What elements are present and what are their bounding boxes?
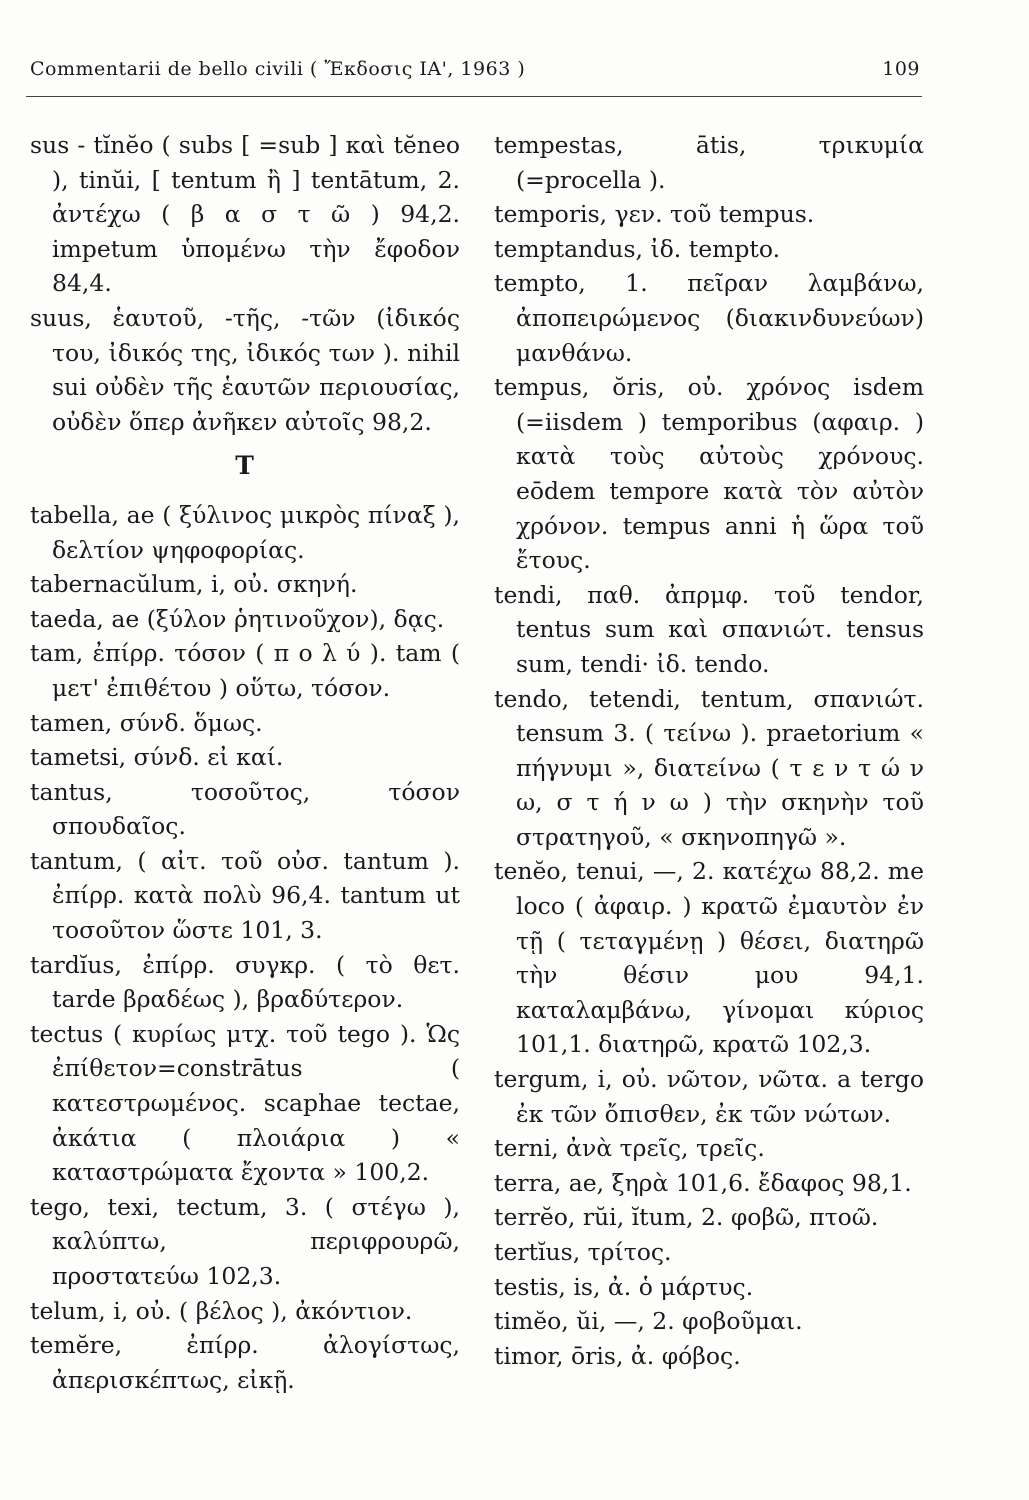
dictionary-entry: tam, ἐπίρρ. τόσον ( π ο λ ύ ). tam ( μετ' ἐπιθέτου ) οὕτω, τόσον. [30,639,460,702]
dictionary-entry: tectus ( κυρίως μτχ. τοῦ tego ). Ὡς ἐπίθετον=constrātus ( κατεστρωμένος. scaphae tectae, ἀκάτια ( πλοιάρια ) « καταστρώματα ἔχοντα » 100,2. [30,1019,460,1187]
dictionary-entry: tendi, παθ. ἀπρμφ. τοῦ tendor, tentus sum καὶ σπανιώτ. tensus sum, tendi· ἰδ. tendo. [494,580,924,678]
dictionary-entry: suus, ἑαυτοῦ, -τῆς, -τῶν (ἰδικός του, ἰδικός της, ἰδικός των ). nihil sui οὐδὲν τῆς ἑαυτῶν περιουσίας, οὐδὲν ὅπερ ἀνῆκεν αὐτοῖς 98,2. [30,303,460,436]
dictionary-entry: temporis, γεν. τοῦ tempus. [494,200,815,229]
dictionary-entry: timĕo, ŭi, —, 2. φοβοῦμαι. [494,1307,803,1336]
dictionary-entry: tametsi, σύνδ. εἰ καί. [30,743,284,772]
dictionary-entry: sus - tĭnĕo ( subs [ =sub ] καὶ tĕneo ), tinŭi, [ tentum ἢ ] tentātum, 2. ἀντέχω ( β α σ τ ῶ ) 94,2. impetum ὑπομένω τὴν ἔφοδον 84,4. [30,131,460,298]
dictionary-entry: temptandus, ἰδ. tempto. [494,234,781,263]
section-letter: T [235,451,255,481]
dictionary-entry: taeda, ae (ξύλον ῥητινοῦχον), δᾳς. [30,604,445,633]
dictionary-entry: tamen, σύνδ. ὅμως. [30,708,263,737]
left-column [30,128,460,1397]
dictionary-entry: temĕre, ἐπίρρ. ἀλογίστως, ἀπερισκέπτως, εἰκῇ. [30,1331,460,1394]
running-title: Commentarii de bello civili ( Ἔκδοσις ΙΑ', 1963 ) [30,58,526,80]
dictionary-entry: testis, is, ἀ. ὁ μάρτυς. [494,1272,754,1301]
dictionary-entry: terni, ἀνὰ τρεῖς, τρεῖς. [494,1134,765,1163]
dictionary-entry: tabernacŭlum, i, οὐ. σκηνή. [30,570,358,599]
dictionary-entry: tantum, ( αἰτ. τοῦ οὐσ. tantum ). ἐπίρρ. κατὰ πολὺ 96,4. tantum ut τοσοῦτον ὥστε 101, 3. [30,846,460,945]
dictionary-entry: timor, ōris, ἀ. φόβος. [494,1341,741,1370]
dictionary-entry: telum, i, οὐ. ( βέλος ), ἀκόντιον. [30,1296,413,1325]
dictionary-entry: tego, texi, tectum, 3. ( στέγω ), καλύπτω, περιφρουρῶ, προστατεύω 102,3. [30,1192,460,1290]
dictionary-entry: tenĕo, tenui, —, 2. κατέχω 88,2. me loco ( ἀφαιρ. ) κρατῶ ἐμαυτὸν ἐν τῇ ( τεταγμένῃ ) θέσει, διατηρῶ τὴν θέσιν μου 94,1. καταλαμβάνω, γίνομαι κύριος 101,1. διατηρῶ, κρατῶ 102,3. [494,857,924,1059]
page-header [30,58,920,94]
dictionary-entry: tardĭus, ἐπίρρ. συγκρ. ( τὸ θετ. tarde βραδέως ), βραδύτερον. [30,950,460,1014]
dictionary-entry: tempestas, ātis, τρικυμία (=procella ). [494,131,924,194]
dictionary-entry: tendo, tetendi, tentum, σπανιώτ. tensum 3. ( τείνω ). praetorium « πήγνυμι », διατείνω ( τ ε ν τ ώ ν ω, σ τ ή ν ω ) τὴν σκηνὴν τοῦ στρατηγοῦ, « σκηνοπηγῶ ». [494,684,924,851]
right-column [494,128,924,1373]
dictionary-entry: terrĕo, rŭi, ĭtum, 2. φοβῶ, πτοῶ. [494,1203,879,1232]
dictionary-entry: tempto, 1. πεῖραν λαμβάνω, ἀποπειρώμενος (διακινδυνεύων) μανθάνω. [494,269,924,367]
dictionary-entry: terra, ae, ξηρὰ 101,6. ἔδαφος 98,1. [494,1168,912,1197]
dictionary-entry: tergum, i, οὐ. νῶτον, νῶτα. a tergo ἐκ τῶν ὄπισθεν, ἐκ τῶν νώτων. [494,1065,924,1128]
dictionary-entry: tabella, ae ( ξύλινος μικρὸς πίναξ ), δελτίον ψηφοφορίας. [30,500,460,564]
dictionary-entry: tempus, ŏris, οὐ. χρόνος isdem (=iisdem ) temporibus (αφαιρ. ) κατὰ τοὺς αὐτοὺς χρόνους. eōdem tempore κατὰ τὸν αὐτὸν χρόνον. tempus anni ἡ ὥρα τοῦ ἔτους. [494,373,924,575]
header-rule [26,96,922,97]
dictionary-entry: tantus, τοσοῦτος, τόσον σπουδαῖος. [30,777,460,841]
page-number: 109 [882,58,920,80]
dictionary-entry: tertĭus, τρίτος. [494,1238,672,1266]
